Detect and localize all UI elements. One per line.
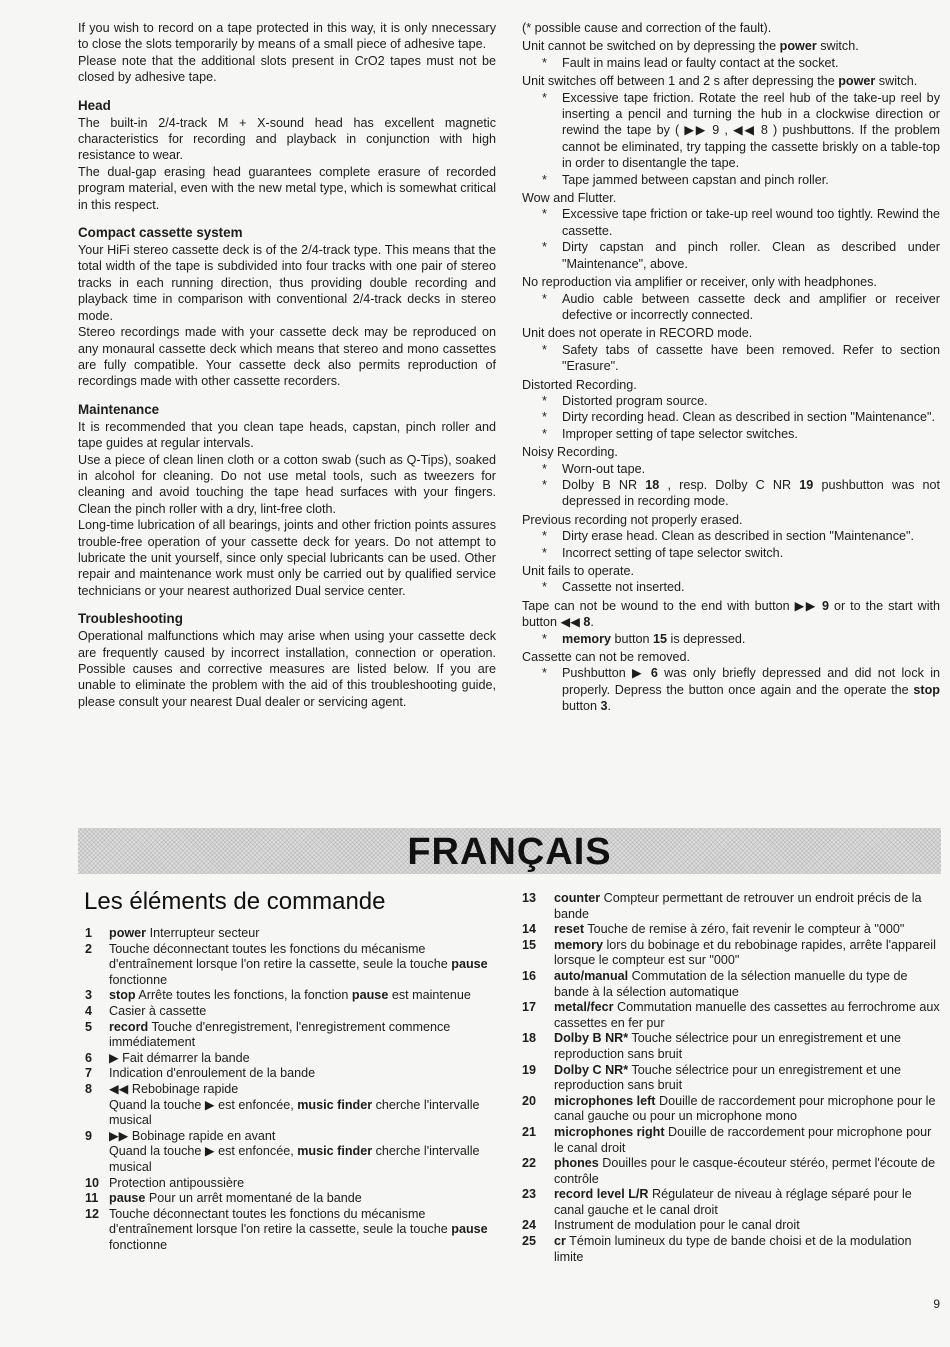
control-item (522, 1063, 942, 1094)
control-item (522, 922, 942, 938)
fault-2-cause-1: * Excessive tape friction. Rotate the reel hub of the take-up reel by inserting a pencil and turning the hub in a clockwise direction or rewind the tape by ( ▶▶ 9 , ◀◀ 8 ) pushbuttons. If the problem cannot be eliminated, try tapping the cassette briskly on a table-top in order to disentangle the tape. (522, 90, 940, 172)
control-item (85, 942, 503, 989)
control-description: Douille de raccordement pour microphone pour le canal gauche ou pour un microphone mono (554, 1093, 936, 1124)
control-item (522, 1125, 942, 1156)
control-item (85, 1082, 503, 1129)
fault-6-cause-2: * Dirty recording head. Clean as described in section "Maintenance". (522, 409, 940, 425)
control-name: Dolby C NR* (554, 1062, 629, 1077)
control-number: 21 (522, 1124, 537, 1139)
control-number: 8 (85, 1081, 93, 1096)
fault-3-cause-1: * Excessive tape friction or take-up reel wound too tightly. Rewind the cassette. (522, 206, 940, 239)
control-item (522, 1187, 942, 1218)
maintenance-paragraph-2: Use a piece of clean linen cloth or a cotton swab (such as Q-Tips), soaked in alcohol for cleaning. Do not use metal tools, such as tweezers for cleaning and avoid touching the tape head surfaces with your fingers. Clean the pinch roller with a dry, lint-free cloth. (78, 452, 496, 516)
control-description: cherche l'intervalle musical (109, 1144, 480, 1174)
control-description: fonctionne (109, 972, 168, 987)
control-description: Touche de remise à zéro, fait revenir le compteur à "000" (584, 922, 905, 937)
control-number: 10 (85, 1175, 100, 1190)
control-description: Touche déconnectant toutes les fonctions du mécanisme d'entraînement lorsque l'on retire la cassette, seule la touche (109, 941, 452, 972)
control-item (85, 926, 503, 942)
control-item (522, 969, 942, 1000)
fault-11-cause-1: * Pushbutton ▶ 6 was only briefly depressed and did not lock in properly. Depress the button once again and the operate the stop button 3. (522, 665, 940, 714)
control-description: ◀◀ Rebobinage rapide (109, 1081, 239, 1096)
control-description: est maintenue (388, 988, 471, 1003)
control-item (85, 1066, 503, 1082)
intro-paragraph-1: If you wish to record on a tape protected in this way, it is only nnecessary to close the slots temporarily by means of a small piece of adhesive tape. (78, 21, 496, 52)
control-name: pause (109, 1191, 146, 1206)
control-description: Douille de raccordement pour microphone pour le canal droit (554, 1124, 932, 1155)
control-number: 2 (85, 941, 93, 956)
fault-3: Wow and Flutter. (522, 191, 617, 206)
control-name: power (109, 926, 147, 940)
control-number: 25 (522, 1234, 537, 1249)
fault-6-cause-1: * Distorted program source. (522, 393, 940, 409)
control-number: 20 (522, 1093, 537, 1108)
compact-paragraph-1: Your HiFi stereo cassette deck is of the 2/4-track type. This means that the total width of the tape is subdivided into four tracks with one pair of stereo tracks in each running direction, thus providing double recording and playback time in comparison with conventional 2/4-track decks in stereo mode. (78, 243, 496, 323)
control-number: 16 (522, 968, 537, 983)
fault-4: No reproduction via amplifier or receiver, only with headphones. (522, 275, 877, 290)
control-name: pause (451, 957, 488, 972)
control-name: record level L/R (554, 1187, 649, 1202)
fault-1: Unit cannot be switched on by depressing the power switch. (522, 39, 859, 54)
language-banner (78, 828, 941, 874)
compact-cassette-heading: Compact cassette system (78, 225, 243, 241)
control-item (522, 1000, 942, 1031)
control-item (85, 988, 503, 1004)
control-number: 6 (85, 1050, 93, 1065)
control-number: 18 (522, 1031, 537, 1046)
fault-2-cause-2: * Tape jammed between capstan and pinch roller. (522, 172, 940, 188)
fault-8: Previous recording not properly erased. (522, 512, 743, 527)
controls-list-right (522, 891, 942, 1265)
control-description: Protection antipoussière (109, 1175, 245, 1190)
compact-paragraph-2: Stereo recordings made with your cassette deck may be reproduced on any monaural cassette deck which means that stereo and mono cassettes are fully compatible. Your cassette deck also permits reproduction of recordings made with other cassette recorders. (78, 325, 496, 389)
control-item (85, 1020, 503, 1051)
control-name: counter (554, 891, 601, 905)
control-description: Douilles pour le casque-écouteur stéréo, permet l'écoute de contrôle (554, 1156, 936, 1186)
control-item (85, 1191, 503, 1207)
control-item (522, 1234, 942, 1265)
control-description: Indication d'enroulement de la bande (109, 1066, 316, 1081)
control-name: pause (351, 988, 389, 1003)
control-description: cherche l'intervalle musical (109, 1097, 480, 1128)
control-name: reset (554, 922, 585, 937)
control-description: Quand la touche ▶ est enfoncée, (109, 1097, 298, 1112)
control-item (85, 1176, 503, 1192)
control-description: Touche déconnectant toutes les fonctions du mécanisme d'entraînement lorsque l'on retire la cassette, seule la touche (109, 1206, 452, 1237)
head-paragraph-2: The dual-gap erasing head guarantees complete erasure of recorded program material, even with the new metal type, which is somewhat critical in this respect. (78, 164, 496, 212)
control-description: Instrument de modulation pour le canal droit (554, 1218, 800, 1233)
control-description: fonctionne (109, 1237, 168, 1252)
control-item (522, 1031, 942, 1062)
fault-6-cause-3: * Improper setting of tape selector switches. (522, 426, 940, 442)
control-name: auto/manual (554, 968, 629, 983)
fault-8-cause-1: * Dirty erase head. Clean as described in section "Maintenance". (522, 528, 940, 544)
fault-note: (* possible cause and correction of the fault). (522, 21, 772, 35)
control-description: Régulateur de niveau à réglage séparé pour le canal gauche et le canal droit (554, 1187, 912, 1217)
control-name: stop (109, 988, 136, 1003)
control-name: record (109, 1019, 149, 1034)
control-description: lors du bobinage et du rebobinage rapides, arrête l'appareil lorsque le compteur est sur "000" (554, 937, 936, 968)
control-description: Touche sélectrice pour un enregistrement et une reproduction sans bruit (554, 1062, 901, 1093)
control-name: phones (554, 1156, 599, 1171)
fault-9: Unit fails to operate. (522, 564, 635, 578)
control-item (522, 891, 942, 922)
control-name: pause (451, 1222, 488, 1237)
control-name: music finder (297, 1144, 373, 1159)
control-number: 19 (522, 1062, 537, 1077)
maintenance-paragraph-3: Long-time lubrication of all bearings, joints and other friction points assures trouble-free operation of your cassette deck for years. Do not attempt to lubricate the unit yourself, since only special lubricants can be used. Other repair and maintenance work must only be carried out by qualified service technicians or your nearest authorized Dual service center. (78, 518, 496, 598)
fault-11: Cassette can not be removed. (522, 650, 691, 665)
fault-7: Noisy Recording. (522, 445, 618, 460)
right-column (522, 20, 940, 715)
control-number: 15 (522, 937, 537, 952)
fault-5-cause-1: * Safety tabs of cassette have been removed. Refer to section "Erasure". (522, 342, 940, 375)
control-name: cr (554, 1234, 566, 1249)
controls-title: Les éléments de commande (84, 888, 386, 915)
control-description: Touche sélectrice pour un enregistrement et une reproduction sans bruit (554, 1031, 901, 1061)
fault-9-cause-1: * Cassette not inserted. (522, 579, 940, 595)
fault-6: Distorted Recording. (522, 377, 637, 392)
control-number: 1 (85, 926, 93, 940)
fault-10-cause-1: * memory button 15 is depressed. (522, 631, 940, 647)
control-description: Pour un arrêt momentané de la bande (145, 1191, 362, 1206)
left-column (78, 20, 496, 710)
control-number: 23 (522, 1187, 537, 1202)
control-number: 9 (85, 1128, 93, 1143)
control-number: 17 (522, 1000, 537, 1015)
control-number: 4 (85, 1003, 93, 1018)
intro-paragraph-2: Please note that the additional slots present in CrO2 tapes must not be closed by adhesive tape. (78, 53, 496, 85)
control-name: memory (554, 937, 603, 952)
control-description: Commutation de la sélection manuelle du type de bande à la sélection automatique (554, 968, 908, 999)
control-description: Compteur permettant de retrouver un endroit précis de la bande (554, 891, 922, 921)
control-description: Touche d'enregistrement, l'enregistrement commence immédiatement (109, 1019, 451, 1050)
control-number: 24 (522, 1218, 537, 1233)
fault-4-cause-1: * Audio cable between cassette deck and amplifier or receiver defective or incorrectly connected. (522, 291, 940, 324)
control-number: 13 (522, 891, 537, 905)
page-number: 9 (933, 1297, 940, 1311)
fault-7-cause-2: * Dolby B NR 18 , resp. Dolby C NR 19 pushbutton was not depressed in recording mode. (522, 477, 940, 510)
control-description: Témoin lumineux du type de bande choisi et de la modulation limite (554, 1234, 912, 1264)
head-paragraph-1: The built-in 2/4-track M + X-sound head has excellent magnetic characteristics for recording and playback in conjunction with high resistance to wear. (78, 115, 496, 163)
control-description: Quand la touche ▶ est enfoncée, (109, 1144, 298, 1159)
control-item (85, 1129, 503, 1176)
head-heading: Head (78, 97, 111, 113)
control-item (522, 1218, 942, 1234)
control-number: 14 (522, 922, 537, 937)
fault-3-cause-2: * Dirty capstan and pinch roller. Clean as described under "Maintenance", above. (522, 239, 940, 272)
fault-7-cause-1: * Worn-out tape. (522, 461, 940, 477)
control-description: Casier à cassette (109, 1003, 207, 1018)
control-number: 3 (85, 988, 93, 1003)
banner-title: FRANÇAIS (407, 831, 612, 873)
control-description: Interrupteur secteur (146, 926, 260, 940)
fault-8-cause-2: * Incorrect setting of tape selector switch. (522, 545, 940, 561)
control-name: Dolby B NR* (554, 1031, 629, 1046)
control-name: microphones left (554, 1093, 656, 1108)
control-description: ▶ Fait démarrer la bande (109, 1050, 250, 1065)
control-item (85, 1207, 503, 1254)
control-name: music finder (297, 1097, 373, 1112)
fault-1-cause: * Fault in mains lead or faulty contact at the socket. (522, 55, 940, 71)
maintenance-heading: Maintenance (78, 401, 160, 417)
control-number: 11 (85, 1191, 99, 1206)
control-item (522, 1094, 942, 1125)
control-description: Arrête toutes les fonctions, la fonction (135, 988, 352, 1003)
controls-list-left (85, 926, 503, 1253)
control-item (85, 1004, 503, 1020)
fault-5: Unit does not operate in RECORD mode. (522, 326, 753, 341)
maintenance-paragraph-1: It is recommended that you clean tape heads, capstan, pinch roller and tape guides at regular intervals. (78, 419, 496, 451)
fault-10: Tape can not be wound to the end with button ▶▶ 9 or to the start with button ◀◀ 8. (522, 598, 941, 630)
control-description: ▶▶ Bobinage rapide en avant (109, 1128, 276, 1143)
control-item (522, 938, 942, 969)
control-number: 5 (85, 1019, 93, 1034)
troubleshooting-heading: Troubleshooting (78, 611, 183, 627)
control-name: microphones right (554, 1124, 665, 1139)
control-name: metal/fecr (554, 1000, 614, 1015)
control-number: 7 (85, 1066, 93, 1081)
troubleshooting-paragraph: Operational malfunctions which may arise when using your cassette deck are frequently caused by incorrect installation, connection or operation. Possible causes and corrective measures are listed below. If you are unable to eliminate the problem with the aid of this troubleshooting guide, please consult your nearest Dual dealer or servicing agent. (78, 629, 496, 709)
control-description: Commutation manuelle des cassettes au ferrochrome aux cassettes en fer pur (554, 1000, 940, 1030)
control-number: 22 (522, 1156, 537, 1171)
fault-2: Unit switches off between 1 and 2 s after depressing the power switch. (522, 74, 918, 89)
control-item (85, 1051, 503, 1067)
control-number: 12 (85, 1206, 100, 1221)
control-item (522, 1156, 942, 1187)
